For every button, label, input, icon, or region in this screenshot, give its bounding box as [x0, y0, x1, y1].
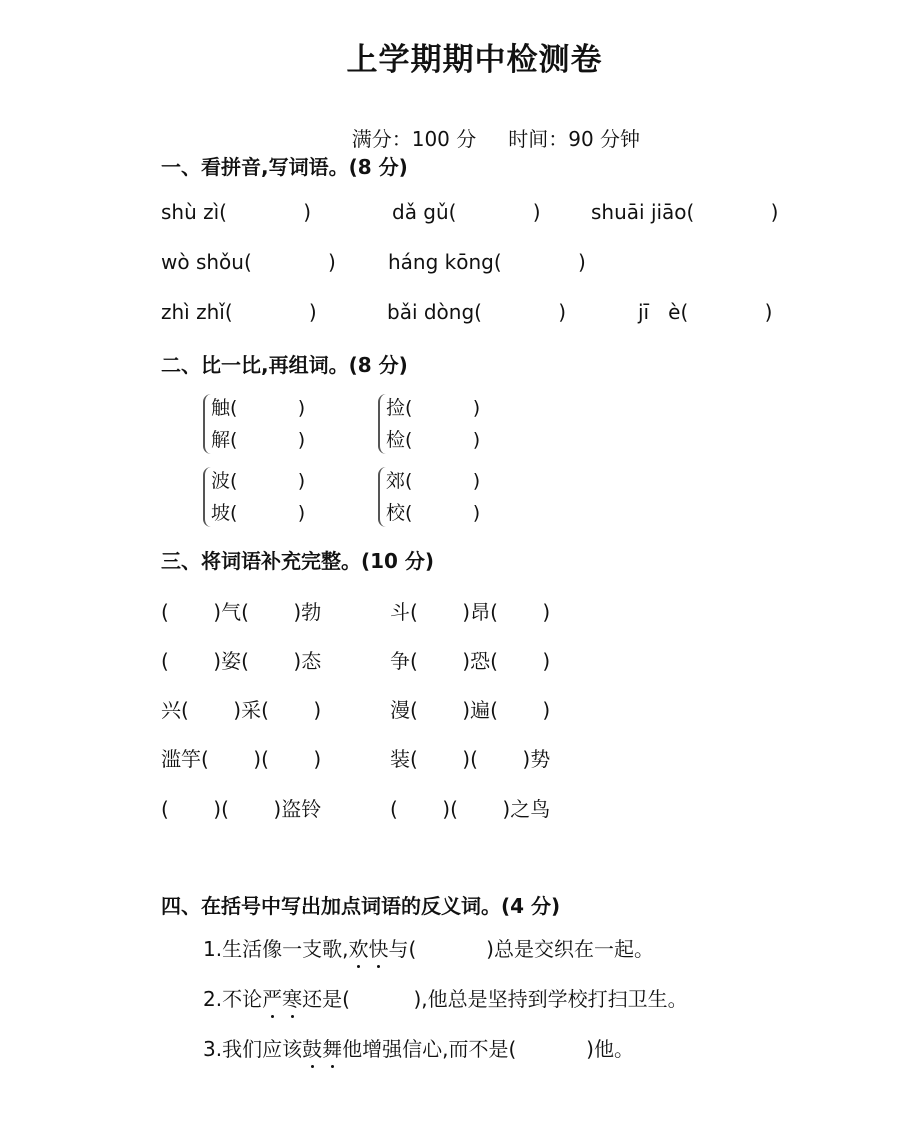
time-limit: 时间：90 分钟 — [508, 127, 641, 151]
idiom-item: 兴( )采( ) — [161, 698, 322, 722]
idiom-item: 漫( )遍( ) — [390, 698, 551, 722]
question-text: 与( )总是交织在一起。 — [388, 937, 654, 961]
dotted-char: 快 — [368, 933, 388, 962]
pinyin-item: shuāi jiāo( ) — [591, 200, 779, 224]
dotted-char: 严 — [262, 983, 282, 1012]
section-3-heading: 三、将词语补充完整。(10 分) — [161, 549, 435, 573]
full-score: 满分：100 分 — [351, 127, 477, 151]
compare-word: 捡( ) — [386, 397, 481, 419]
dotted-char: 欢 — [348, 933, 368, 962]
compare-word: 解( ) — [211, 429, 306, 451]
pinyin-item: háng kōng( ) — [388, 250, 586, 274]
idiom-item: 斗( )昂( ) — [390, 600, 551, 624]
compare-word: 坡( ) — [211, 502, 306, 524]
pinyin-item: dǎ gǔ( ) — [392, 200, 541, 224]
dotted-char: 鼓 — [302, 1033, 322, 1062]
compare-pair — [378, 465, 498, 529]
pinyin-item: zhì zhǐ( ) — [161, 300, 317, 324]
pinyin-item: jī è( ) — [638, 300, 773, 324]
idiom-item: 滥竽( )( ) — [161, 747, 322, 771]
dotted-char: 寒 — [282, 983, 302, 1012]
section-4-heading: 四、在括号中写出加点词语的反义词。(4 分) — [161, 894, 561, 918]
question-text: 1.生活像一支歌, — [203, 937, 349, 961]
compare-pair — [203, 392, 323, 456]
compare-word: 触( ) — [211, 397, 306, 419]
idiom-item: ( )姿( )态 — [161, 649, 322, 673]
pinyin-item: shù zì( ) — [161, 200, 312, 224]
idiom-item: ( )( )盗铃 — [161, 797, 322, 821]
question-text: 还是( ),他总是坚持到学校打扫卫生。 — [302, 987, 688, 1011]
antonym-question-1 — [203, 933, 654, 962]
compare-pair — [203, 465, 323, 529]
antonym-question-3 — [203, 1033, 634, 1062]
idiom-item: ( )( )之鸟 — [390, 797, 551, 821]
idiom-item: ( )气( )勃 — [161, 600, 322, 624]
question-text: 他增强信心,而不是( )他。 — [342, 1037, 634, 1061]
page-title: 上学期期中检测卷 — [346, 42, 603, 78]
pinyin-item: bǎi dòng( ) — [387, 300, 567, 324]
dotted-char: 舞 — [322, 1033, 342, 1062]
compare-word: 郊( ) — [386, 470, 481, 492]
pinyin-item: wò shǒu( ) — [161, 250, 336, 274]
antonym-question-2 — [203, 983, 688, 1012]
compare-word: 波( ) — [211, 470, 306, 492]
compare-pair — [378, 392, 498, 456]
question-text: 3.我们应该 — [203, 1037, 303, 1061]
question-text: 2.不论 — [203, 987, 263, 1011]
section-2-heading: 二、比一比,再组词。(8 分) — [161, 353, 408, 377]
exam-meta — [339, 99, 640, 152]
idiom-item: 装( )( )势 — [390, 747, 551, 771]
idiom-item: 争( )恐( ) — [390, 649, 551, 673]
compare-word: 校( ) — [386, 502, 481, 524]
section-1-heading: 一、看拼音,写词语。(8 分) — [161, 155, 408, 179]
compare-word: 检( ) — [386, 429, 481, 451]
